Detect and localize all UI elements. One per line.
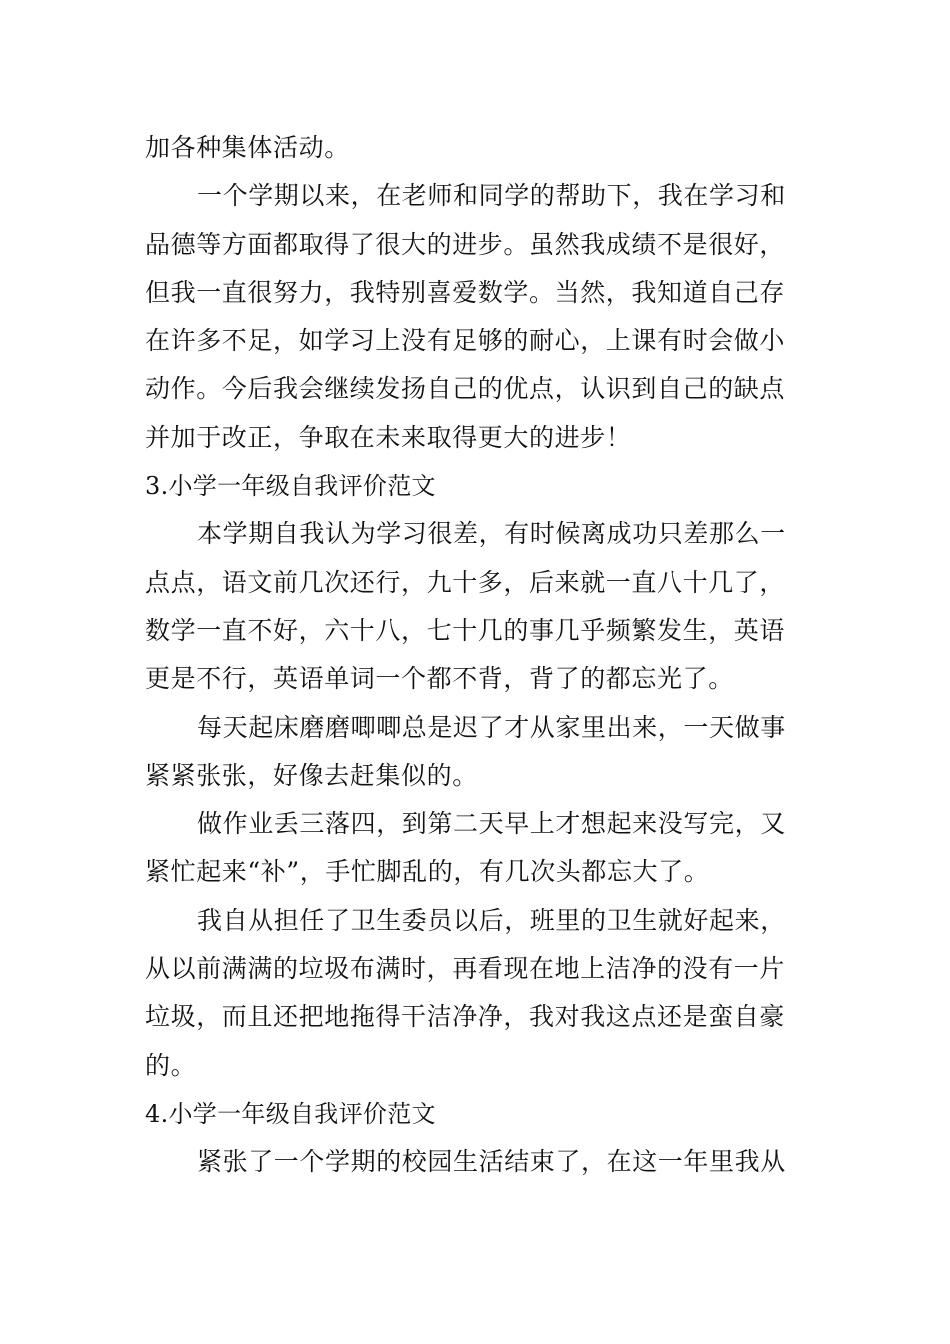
text-line: 动作。今后我会继续发扬自己的优点，认识到自己的缺点 bbox=[145, 374, 786, 404]
text-line: 加各种集体活动。 bbox=[145, 133, 350, 162]
text-line: 点点，语文前几次还行，九十多，后来就一直八十几了， bbox=[145, 567, 786, 597]
text-line: 但我一直很努力，我特别喜爱数学。当然，我知道自己存 bbox=[145, 277, 786, 307]
text-line: 做作业丢三落四，到第二天早上才想起来没写完，又 bbox=[197, 809, 786, 839]
text-line: 品德等方面都取得了很大的进步。虽然我成绩不是很好， bbox=[145, 229, 786, 259]
text-line: 并加于改正，争取在未来取得更大的进步！ bbox=[145, 422, 632, 452]
section-heading: 4.小学一年级自我评价范文 bbox=[145, 1099, 436, 1128]
text-line: 每天起床磨磨唧唧总是迟了才从家里出来，一天做事 bbox=[197, 712, 786, 742]
text-line: 紧忙起来“补”，手忙脚乱的，有几次头都忘大了。 bbox=[145, 857, 710, 887]
section-heading: 3.小学一年级自我评价范文 bbox=[145, 472, 436, 501]
text-line: 在许多不足，如学习上没有足够的耐心，上课有时会做小 bbox=[145, 326, 786, 356]
document-body bbox=[145, 124, 811, 1187]
text-line: 数学一直不好，六十八，七十几的事几乎频繁发生，英语 bbox=[145, 615, 786, 645]
text-line: 我自从担任了卫生委员以后，班里的卫生就好起来， bbox=[197, 905, 786, 935]
text-line: 垃圾，而且还把地拖得干洁净净，我对我这点还是蛮自豪 bbox=[145, 1002, 786, 1032]
text-line: 一个学期以来，在老师和同学的帮助下，我在学习和 bbox=[197, 181, 786, 211]
text-line: 紧张了一个学期的校园生活结束了，在这一年里我从 bbox=[197, 1147, 786, 1177]
text-line: 本学期自我认为学习很差，有时候离成功只差那么一 bbox=[197, 519, 786, 549]
text-line: 从以前满满的垃圾布满时，再看现在地上洁净的没有一片 bbox=[145, 954, 786, 984]
text-line: 更是不行，英语单词一个都不背，背了的都忘光了。 bbox=[145, 664, 734, 694]
text-line: 紧紧张张，好像去赶集似的。 bbox=[145, 760, 478, 790]
text-line: 的。 bbox=[145, 1050, 197, 1080]
